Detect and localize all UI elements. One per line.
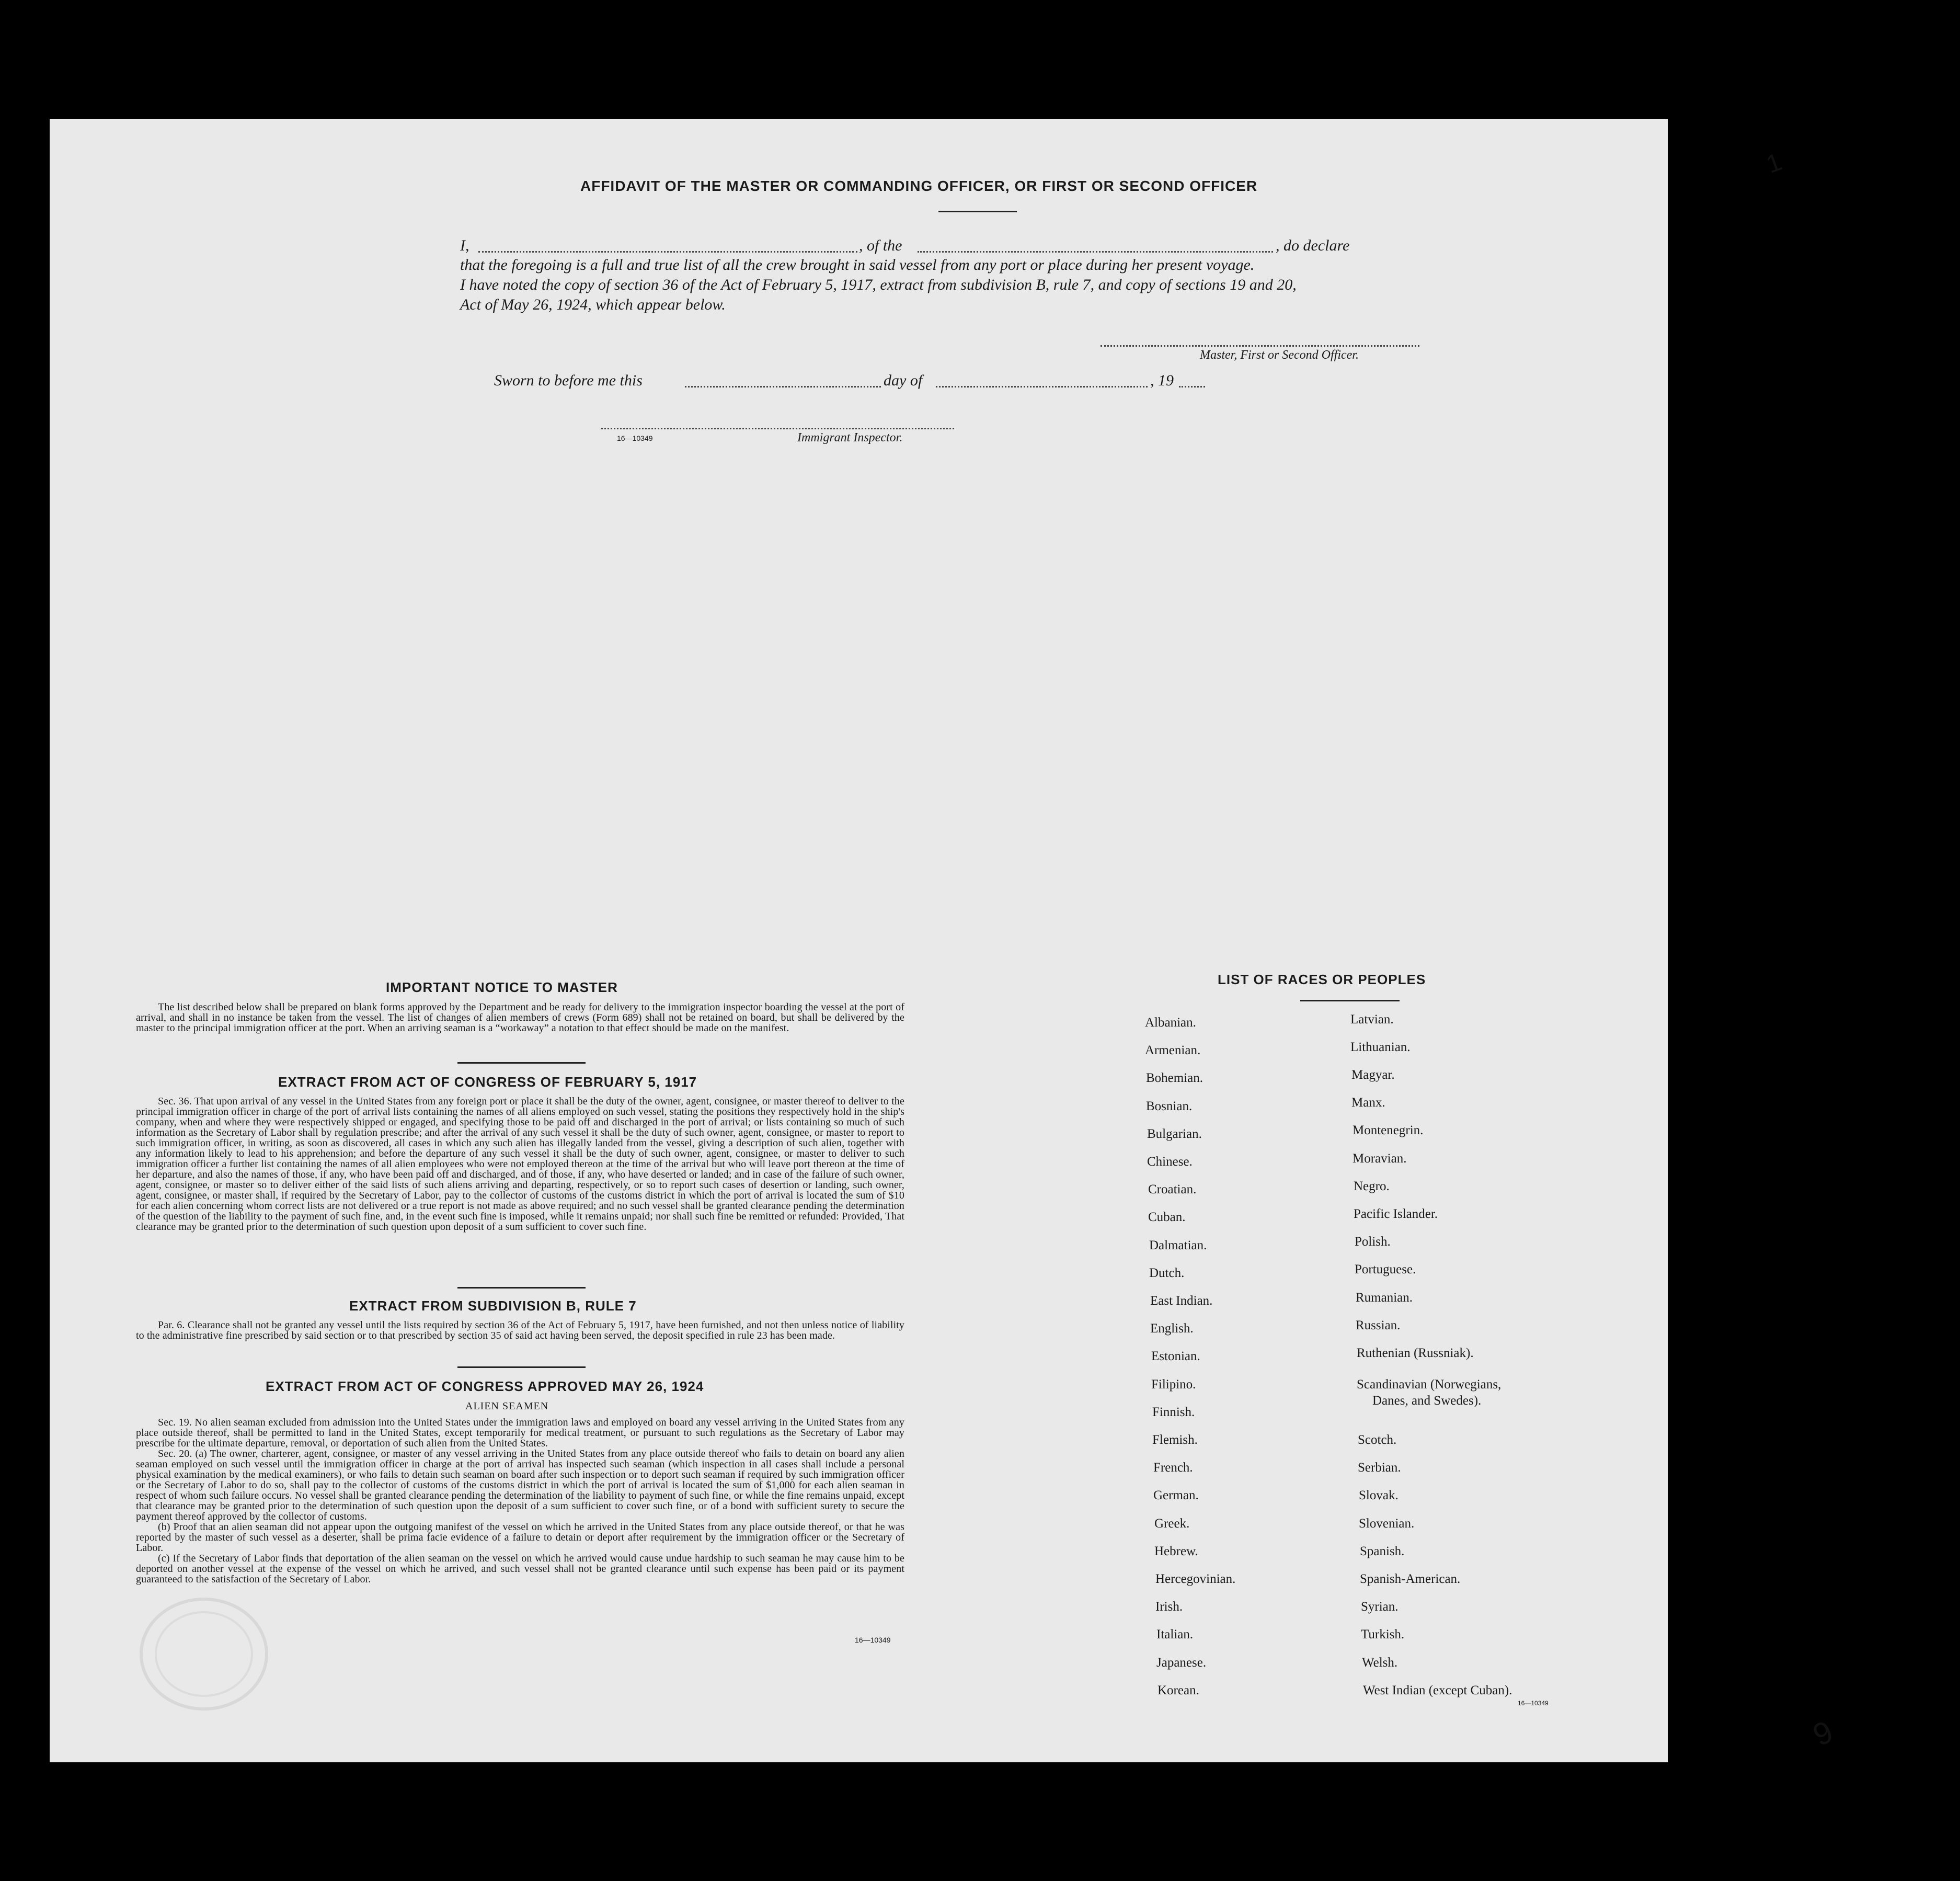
page-number: 9 [1807, 1714, 1838, 1753]
embossed-seal-icon [136, 1594, 272, 1714]
master-signature-line[interactable] [1101, 345, 1419, 347]
notice-title: IMPORTANT NOTICE TO MASTER [386, 979, 618, 995]
race-item: Spanish-American. [1360, 1572, 1461, 1586]
race-item: English. [1150, 1321, 1194, 1336]
affidavit-name-blank[interactable] [478, 251, 857, 253]
sec19-text: Sec. 19. No alien seaman excluded from admission into the United States under the immigration laws and employed on board any vessel arriving in the United States from any place outside thereof, shall be permitted to land in the United States, except temporarily for medical treatment, or pursuant to such regulations as the Secretary of Labor may prescribe for the ultimate departure, removal, or deportation of such alien from the United States. [136, 1417, 904, 1449]
master-signature-label: Master, First or Second Officer. [1200, 348, 1359, 362]
sworn-month-blank[interactable] [936, 386, 1148, 387]
affidavit-form-number: 16—10349 [617, 434, 653, 442]
race-item: Greek. [1154, 1517, 1190, 1531]
race-item: Korean. [1157, 1683, 1199, 1697]
sworn-prefix: Sworn to before me this [494, 372, 643, 389]
race-item: Montenegrin. [1352, 1123, 1424, 1137]
punch-hole [1793, 1501, 1820, 1528]
sec20c-text: (c) If the Secretary of Labor finds that deportation of the alien seaman on the vessel on which he arrived would cause undue hardship to such seaman he may cause him to be deported on another vessel at the expense of the vessel on which he arrived, and such vessel shall not be granted clearance until such expense has been paid or its payment guaranteed to the satisfaction of the Secretary of Labor. [136, 1553, 904, 1585]
race-item: Slovak. [1359, 1488, 1399, 1502]
race-item: East Indian. [1150, 1294, 1213, 1308]
race-item: Pacific Islander. [1354, 1207, 1438, 1221]
extract1924-form-number: 16—10349 [855, 1636, 891, 1644]
affidavit-do-declare: , do declare [1276, 237, 1350, 254]
race-item: Moravian. [1352, 1152, 1407, 1166]
inspector-label: Immigrant Inspector. [797, 431, 903, 444]
race-item: Slovenian. [1359, 1517, 1415, 1531]
rule7-rule [457, 1287, 586, 1289]
affidavit-vessel-blank[interactable] [918, 251, 1273, 253]
sworn-year: , 19 [1150, 372, 1174, 389]
race-item: Dutch. [1149, 1266, 1185, 1280]
alien-seamen-subtitle: ALIEN SEAMEN [465, 1400, 549, 1412]
rule7-title: EXTRACT FROM SUBDIVISION B, RULE 7 [349, 1298, 637, 1314]
document-page [50, 119, 1668, 1762]
affidavit-title: AFFIDAVIT OF THE MASTER OR COMMANDING OFFICER, OR FIRST OR SECOND OFFICER [580, 178, 1258, 194]
affidavit-line-1 [460, 237, 469, 255]
race-item: Finnish. [1152, 1405, 1195, 1419]
race-item: Irish. [1155, 1600, 1183, 1614]
corner-mark: 1 [1762, 148, 1785, 179]
sworn-year-blank[interactable] [1179, 386, 1205, 387]
race-item: Bosnian. [1146, 1099, 1193, 1113]
inspector-signature-line[interactable] [601, 428, 954, 429]
sec36-text: Sec. 36. That upon arrival of any vessel in the United States from any foreign port or place it shall be the duty of the owner, agent, consignee, or master thereof to deliver to the principal immigration officer in charge of the port of arrival lists containing the names of all aliens employed on such vessel, stating the positions they respectively hold in the ship's company, when and where they were respectively shipped or engaged, and specifying those to be paid off and discharged in the port of arrival; or lists containing so much of such information as the Secretary of Labor shall by regulation prescribe; and after the arrival of any such vessel it shall be the duty of such owner, agent, consignee, or master to report to such immigration officer, in writing, as soon as discovered, all cases in which any such alien has illegally landed from the vessel, giving a description of such alien, together with any information likely to lead to his apprehension; and before the departure of any such vessel it shall be the duty of such owner, agent, consignee, or master to deliver to such immigration officer a further list containing the names of all alien employees who were not employed thereon at the time of the arrival but who will leave port thereon at the time of her departure, and also the names of those, if any, who have been paid off and discharged, and of those, if any, who have deserted or landed; and in case of the failure of such owner, agent, consignee, or master so to deliver either of the said lists of such aliens arriving and departing, respectively, or so to report such cases of desertion or landing, such owner, agent, consignee, or master shall, if required by the Secretary of Labor, pay to the collector of customs of the customs district in which the port of arrival is located the sum of $10 for each alien concerning whom correct lists are not delivered or a true report is not made as above required; and no such vessel shall be granted clearance pending the determination of the question of the liability to the payment of such fine, and, in the event such fine is imposed, while it remains unpaid; nor shall such fine be remitted or refunded: Provided, That clearance may be granted prior to the determination of such question upon deposit of a sum sufficient to cover such fine. [136, 1096, 904, 1233]
punch-hole [1793, 312, 1820, 339]
race-item: Rumanian. [1356, 1291, 1413, 1305]
punch-hole [1793, 1582, 1820, 1610]
race-item: Spanish. [1360, 1544, 1405, 1558]
extract1917-title: EXTRACT FROM ACT OF CONGRESS OF FEBRUARY 5, 1917 [278, 1074, 697, 1090]
race-item: Latvian. [1350, 1012, 1394, 1027]
extract1924-body [136, 1417, 904, 1584]
race-item: Polish. [1355, 1235, 1391, 1249]
punch-hole [1793, 711, 1820, 738]
extract1924-title: EXTRACT FROM ACT OF CONGRESS APPROVED MAY 26, 1924 [266, 1378, 704, 1394]
race-item: Negro. [1354, 1179, 1390, 1193]
race-item: Cuban. [1148, 1210, 1186, 1224]
affidavit-line-4: Act of May 26, 1924, which appear below. [460, 296, 726, 313]
punch-hole [1793, 391, 1820, 418]
notice-text: The list described below shall be prepared on blank forms approved by the Department and be ready for delivery to the immigration inspector boarding the vessel at the port of arrival, and shall in no instance be taken from the vessel. The list of changes of alien members of crews (Form 689) shall not be retained on board, but shall be delivered by the master to the principal immigration officer at the port. When an arriving seaman is a “workaway” a notation to that effect should be made on the manifest. [136, 1001, 904, 1034]
notice-body [136, 1002, 904, 1033]
punch-hole [1793, 1182, 1820, 1209]
race-item: Japanese. [1156, 1656, 1207, 1670]
affidavit-line-3: I have noted the copy of section 36 of the Act of February 5, 1917, extract from subdivision B, rule 7, and copy of sections 19 and 20, [460, 276, 1297, 293]
race-item: Bohemian. [1146, 1071, 1203, 1085]
race-item: Albanian. [1145, 1016, 1196, 1030]
race-item: Lithuanian. [1350, 1040, 1411, 1054]
punch-hole [1793, 630, 1820, 657]
sworn-day-blank[interactable] [685, 386, 881, 387]
affidavit-title-rule [938, 211, 1017, 212]
race-item: Russian. [1356, 1318, 1401, 1332]
race-item: Croatian. [1148, 1182, 1197, 1196]
races-title-rule [1300, 1000, 1400, 1001]
races-title: LIST OF RACES OR PEOPLES [1218, 972, 1426, 987]
race-item: Italian. [1156, 1627, 1194, 1641]
race-item: Portuguese. [1355, 1262, 1416, 1276]
affidavit-of-the: , of the [859, 237, 902, 254]
race-item: Scandinavian (Norwegians, [1357, 1377, 1501, 1392]
race-item: Ruthenian (Russniak). [1357, 1346, 1474, 1360]
race-item: Chinese. [1147, 1155, 1193, 1169]
race-item: Estonian. [1151, 1349, 1200, 1363]
race-item: Scotch. [1358, 1433, 1397, 1447]
affidavit-line-2: that the foregoing is a full and true list of all the crew brought in said vessel from any port or place during her present voyage. [460, 256, 1255, 273]
race-item: Magyar. [1351, 1068, 1395, 1082]
extract1917-body [136, 1096, 904, 1232]
race-item: Hebrew. [1154, 1544, 1198, 1558]
race-item: Filipino. [1151, 1377, 1196, 1392]
extract1917-rule [457, 1062, 586, 1064]
sworn-day-of: day of [884, 372, 923, 389]
affidavit-i: I, [460, 237, 469, 254]
race-item: Armenian. [1145, 1043, 1201, 1057]
race-item: Hercegovinian. [1155, 1572, 1236, 1586]
race-item: Serbian. [1358, 1461, 1401, 1475]
race-item: Manx. [1351, 1096, 1385, 1110]
race-item: Dalmatian. [1149, 1238, 1207, 1252]
race-item: German. [1153, 1488, 1199, 1502]
punch-hole [1765, 208, 1788, 231]
race-item: Turkish. [1361, 1627, 1405, 1641]
rule7-body [136, 1320, 904, 1341]
race-item: Flemish. [1152, 1433, 1198, 1447]
race-item: Welsh. [1362, 1656, 1398, 1670]
par6-text: Par. 6. Clearance shall not be granted any vessel until the lists required by section 36 of the Act of February 5, 1917, have been furnished, and not then unless notice of liability to the administrative fine prescribed by said section or to that prescribed by section 35 of said act having been served, the deposit specified in rule 23 has been made. [136, 1319, 904, 1341]
race-item: West Indian (except Cuban). [1363, 1683, 1512, 1697]
race-item-cont: Danes, and Swedes). [1372, 1394, 1482, 1408]
extract1924-rule [457, 1366, 586, 1368]
race-item: French. [1153, 1461, 1193, 1475]
race-item: Bulgarian. [1147, 1127, 1202, 1141]
punch-hole [1793, 1264, 1820, 1292]
sec20b-text: (b) Proof that an alien seaman did not appear upon the outgoing manifest of the vessel on which he arrived in the United States from any place outside thereof, or that he was reported by the master of such vessel as a deserter, shall be prima facie evidence of a failure to detain or deport after requirement by the immigration officer or the Secretary of Labor. [136, 1521, 904, 1554]
race-item: Syrian. [1361, 1600, 1399, 1614]
races-form-number: 16—10349 [1518, 1700, 1549, 1707]
sec20a-text: Sec. 20. (a) The owner, charterer, agent, consignee, or master of any vessel arriving in the United States from any place outside thereof who fails to detain on board any alien seaman employed on such vessel until the immigration officer in charge at the port of arrival has inspected such seaman (which inspection in all cases shall include a personal physical examination by the medical examiners), or who fails to detain such seaman on board after such inspection or to deport such seaman if required by such immigration officer or the Secretary of Labor to do so, shall pay to the collector of customs of the customs district in which the port of arrival is located the sum of $1,000 for each alien seaman in respect of whom such failure occurs. No vessel shall be granted clearance pending the determination of the liability to payment of such fine, or while the fine remains unpaid, except that clearance may be granted prior to the determination of such question upon the deposit of a sum sufficient to cover such fine, or of a bond with sufficient surety to secure the payment thereof approved by the collector of customs. [136, 1448, 904, 1522]
